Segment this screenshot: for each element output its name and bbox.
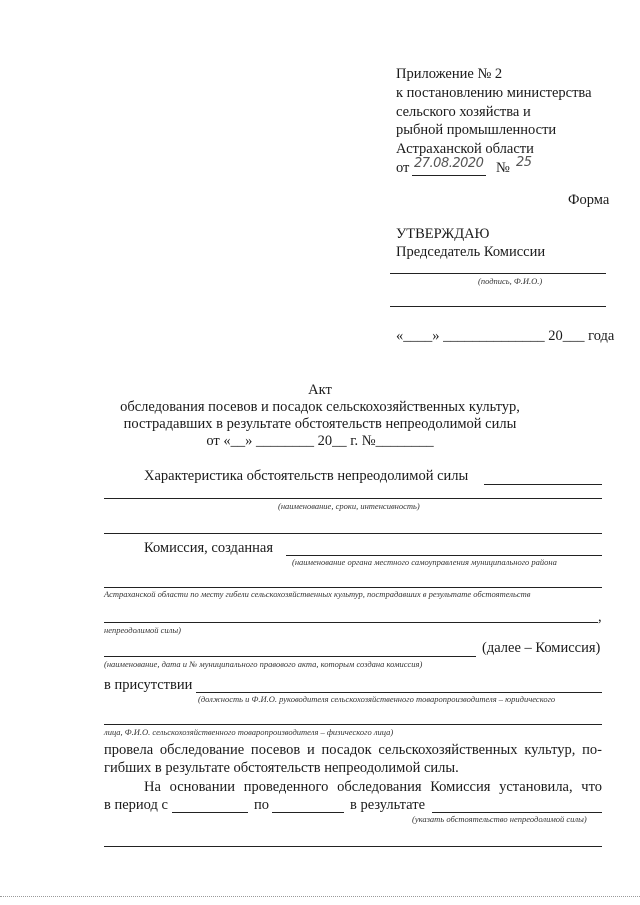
period-result-line xyxy=(432,812,602,813)
approval-title: УТВЕРЖДАЮ xyxy=(396,226,490,242)
act-subtitle-1: обследования посевов и посадок сельскохозяйственных культур, xyxy=(120,399,520,415)
appendix-line-5: Астраханской области xyxy=(396,141,534,157)
presence-line-2 xyxy=(104,724,602,725)
commission-caption: (наименование органа местного самоуправления муниципального района xyxy=(292,557,557,567)
paragraph-line-2: гибших в результате обстоятельств непреодолимой силы. xyxy=(104,760,459,776)
commission-line-2 xyxy=(104,587,602,588)
commission-comma: , xyxy=(598,609,602,625)
appendix-line-4: рыбной промышленности xyxy=(396,122,557,138)
presence-label: в присутствии xyxy=(104,677,193,693)
act-subtitle-2: пострадавших в результате обстоятельств непреодолимой силы xyxy=(123,416,517,432)
appendix-number-prefix: № xyxy=(496,160,510,176)
approval-date-line: «____» ______________ 20___ года xyxy=(396,328,615,344)
characteristic-line-1 xyxy=(484,484,602,485)
appendix-date-prefix: от xyxy=(396,160,410,176)
period-caption: (указать обстоятельство непреодолимой силы) xyxy=(412,814,587,824)
act-reference-caption: (наименование, дата и № муниципального правового акта, которым создана комиссия) xyxy=(104,659,423,669)
final-line xyxy=(104,846,602,847)
characteristic-caption: (наименование, сроки, интенсивность) xyxy=(278,501,420,511)
commission-line-3 xyxy=(104,622,598,623)
hereinafter-label: (далее – Комиссия) xyxy=(482,640,601,656)
act-reference-line xyxy=(104,656,476,657)
characteristic-line-2 xyxy=(104,498,602,499)
form-label: Форма xyxy=(568,192,610,208)
paragraph-line-1: провела обследование посевов и посадок сельскохозяйственных культур, по- xyxy=(104,742,602,758)
period-to-line xyxy=(272,812,344,813)
presence-caption: (должность и Ф.И.О. руководителя сельскохозяйственного товаропроизводителя – юридического xyxy=(198,694,556,704)
period-to-label: по xyxy=(254,797,270,813)
paragraph-line-3: На основании проведенного обследования Комиссия установила, что xyxy=(144,779,602,795)
act-date-line: от «__» ________ 20__ г. №________ xyxy=(206,433,434,449)
presence-line-1 xyxy=(196,692,602,693)
appendix-line-2: к постановлению министерства xyxy=(396,85,592,101)
date-underline xyxy=(412,175,486,176)
commission-label: Комиссия, созданная xyxy=(144,540,273,556)
handwritten-number: 25 xyxy=(516,155,532,170)
characteristic-label: Характеристика обстоятельств непреодолимой силы xyxy=(144,468,469,484)
period-prefix: в период с xyxy=(104,797,168,813)
approval-position: Председатель Комиссии xyxy=(396,244,546,260)
act-title: Акт xyxy=(308,382,332,398)
appendix-title: Приложение № 2 xyxy=(396,66,503,82)
signature-caption: (подпись, Ф.И.О.) xyxy=(478,276,543,286)
period-result-label: в результате xyxy=(350,797,426,813)
scan-edge xyxy=(0,896,640,897)
period-from-line xyxy=(172,812,248,813)
commission-line-1 xyxy=(286,555,602,556)
characteristic-line-3 xyxy=(104,533,602,534)
commission-caption-2: Астраханской области по месту гибели сельскохозяйственных культур, пострадавших в результате обстоятельств xyxy=(104,589,531,599)
presence-caption-2: лица, Ф.И.О. сельскохозяйственного товаропроизводителя – физического лица) xyxy=(104,727,394,737)
handwritten-date: 27.08.2020 xyxy=(414,156,484,171)
name-line xyxy=(390,306,606,307)
signature-line xyxy=(390,273,606,274)
commission-caption-3: непреодолимой силы) xyxy=(104,625,181,635)
appendix-line-3: сельского хозяйства и xyxy=(396,104,531,120)
